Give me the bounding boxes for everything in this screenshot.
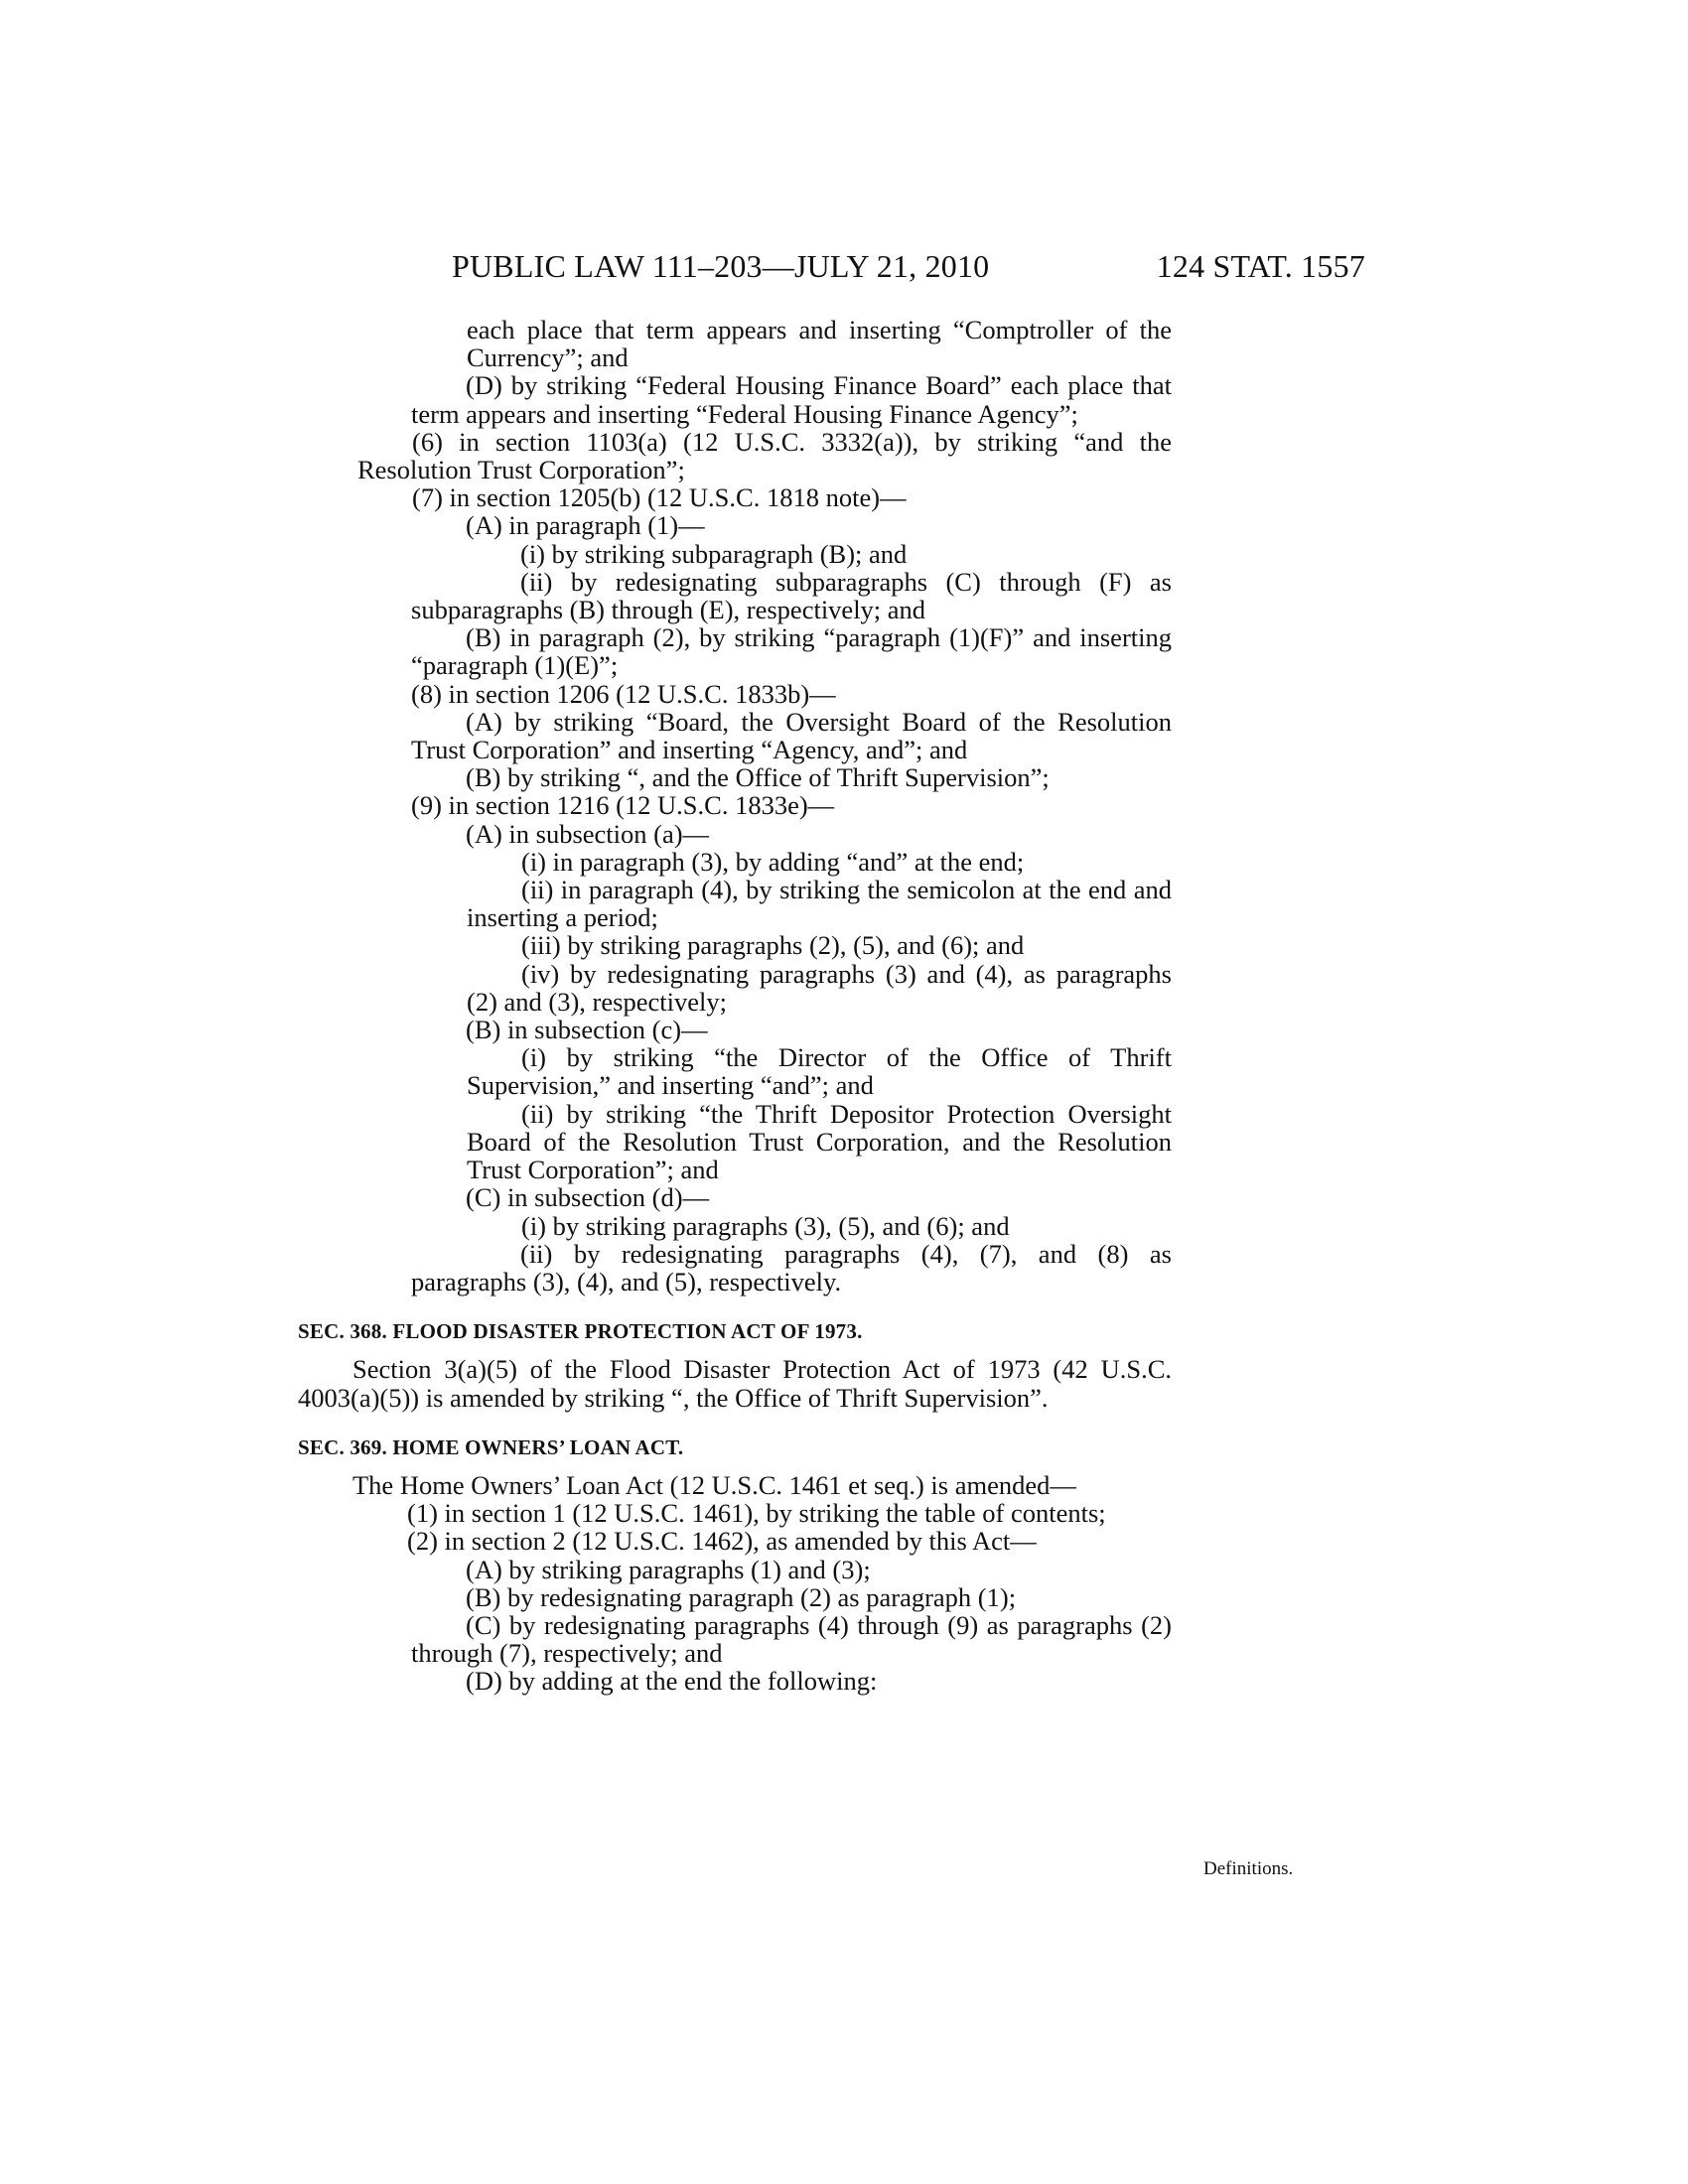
paragraph: (7) in section 1205(b) (12 U.S.C. 1818 note)—	[412, 482, 907, 513]
list-item: (B) by redesignating paragraph (2) as paragraph (1);	[466, 1581, 1017, 1612]
page-header	[452, 248, 1365, 288]
paragraph: (B) in subsection (c)—	[466, 1015, 708, 1045]
paragraph: (B) by striking “, and the Office of Thrift Supervision”;	[466, 762, 1050, 793]
list-item: (1) in section 1 (12 U.S.C. 1461), by striking the table of contents;	[407, 1498, 1106, 1529]
paragraph: (6) in section 1103(a) (12 U.S.C. 3332(a)), by striking “and the Resolution Trust Corporation”;	[357, 426, 1172, 485]
section-368-text: Section 3(a)(5) of the Flood Disaster Protection Act of 1973 (42 U.S.C. 4003(a)(5)) is amended by striking “, the Office of Thrift Supervision”.	[298, 1354, 1172, 1413]
section-heading-368: SEC. 368. FLOOD DISASTER PROTECTION ACT OF 1973.	[298, 1319, 863, 1344]
list-item: (A) by striking paragraphs (1) and (3);	[466, 1554, 871, 1584]
paragraph: (i) by striking paragraphs (3), (5), and (6); and	[521, 1210, 1010, 1241]
paragraph: each place that term appears and inserting “Comptroller of the Currency”; and	[467, 315, 1172, 373]
paragraph: (A) in paragraph (1)—	[466, 510, 705, 541]
paragraph: (9) in section 1216 (12 U.S.C. 1833e)—	[411, 790, 835, 821]
paragraph: (C) in subsection (d)—	[466, 1182, 710, 1213]
paragraph: (B) in paragraph (2), by striking “paragraph (1)(F)” and inserting “paragraph (1)(E)”;	[411, 622, 1172, 681]
paragraph: (ii) by striking “the Thrift Depositor Protection Oversight Board of the Resolution Trust Corporation, and the Resolution Trust Corporation”; and	[467, 1098, 1172, 1185]
header-title: PUBLIC LAW 111–203—JULY 21, 2010	[452, 248, 990, 284]
paragraph: (iv) by redesignating paragraphs (3) and (4), as paragraphs (2) and (3), respectively;	[467, 958, 1172, 1017]
margin-note: Definitions.	[1203, 1858, 1294, 1879]
list-item: (C) by redesignating paragraphs (4) through (9) as paragraphs (2) through (7), respectively; and	[411, 1609, 1172, 1669]
list-item: (D) by adding at the end the following:	[466, 1666, 878, 1697]
paragraph: (ii) by redesignating paragraphs (4), (7), and (8) as paragraphs (3), (4), and (5), respectively.	[411, 1238, 1172, 1297]
paragraph: (ii) in paragraph (4), by striking the semicolon at the end and inserting a period;	[467, 875, 1172, 933]
paragraph: (i) by striking subparagraph (B); and	[520, 538, 908, 569]
document-body	[298, 316, 1172, 1696]
paragraph: (D) by striking “Federal Housing Finance Board” each place that term appears and inserting “Federal Housing Finance Agency”;	[411, 370, 1172, 429]
paragraph: (A) in subsection (a)—	[466, 818, 710, 849]
paragraph: (i) in paragraph (3), by adding “and” at the end;	[521, 846, 1025, 877]
paragraph: (ii) by redesignating subparagraphs (C) through (F) as subparagraphs (B) through (E), respectively; and	[411, 566, 1172, 625]
paragraph: (A) by striking “Board, the Oversight Board of the Resolution Trust Corporation” and inserting “Agency, and”; and	[411, 706, 1172, 765]
section-369-intro: The Home Owners’ Loan Act (12 U.S.C. 1461 et seq.) is amended—	[352, 1469, 1076, 1500]
section-heading-369: SEC. 369. HOME OWNERS’ LOAN ACT.	[298, 1434, 684, 1459]
list-item: (2) in section 2 (12 U.S.C. 1462), as amended by this Act—	[407, 1526, 1037, 1557]
header-page-number: 124 STAT. 1557	[1156, 248, 1365, 284]
paragraph: (i) by striking “the Director of the Office of Thrift Supervision,” and inserting “and”; and	[467, 1042, 1172, 1101]
paragraph: (8) in section 1206 (12 U.S.C. 1833b)—	[411, 678, 836, 709]
paragraph: (iii) by striking paragraphs (2), (5), and (6); and	[521, 930, 1025, 961]
